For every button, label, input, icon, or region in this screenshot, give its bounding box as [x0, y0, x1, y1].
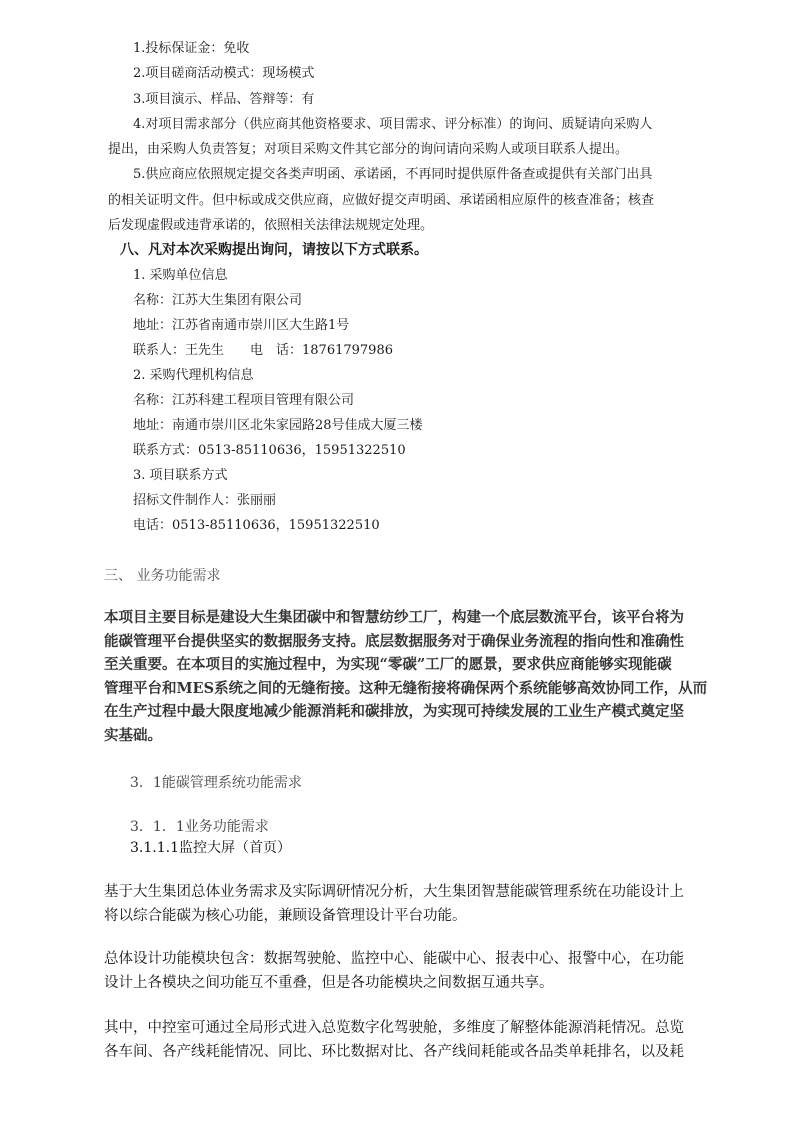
- paragraph-line: 基于大生集团总体业务需求及实际调研情况分析，大生集团智慧能碳管理系统在功能设计上: [104, 884, 684, 900]
- note-line-5-cont: 的相关证明文件。但中标或成交供应商，应做好提交声明函、承诺函相应原件的核查准备；核查: [108, 193, 655, 208]
- subsection-3-1-1-1: 3.1.1.1监控大屏（首页）: [130, 840, 291, 856]
- section3-intro: [104, 606, 708, 747]
- purchaser-name: 名称：江苏大生集团有限公司: [133, 293, 303, 308]
- intro-line: 本项目主要目标是建设大生集团碳中和智慧纺纱工厂，构建一个底层数流平台，该平台将为: [104, 609, 684, 626]
- paragraph-line: 设计上各模块之间功能互不重叠，但是各功能模块之间数据互通共享。: [104, 975, 554, 991]
- agency-address: 地址：南通市崇川区北朱家园路28号佳成大厦三楼: [133, 418, 423, 433]
- paragraph-line: 总体设计功能模块包含：数据驾驶舱、监控中心、能碳中心、报表中心、报警中心，在功能: [104, 951, 684, 967]
- project-title: 3. 项目联系方式: [133, 468, 228, 483]
- note-line-3: 3.项目演示、样品、答辩等：有: [133, 92, 315, 107]
- purchaser-title: 1. 采购单位信息: [133, 268, 228, 283]
- paragraph-line: 各车间、各产线耗能情况、同比、环比数据对比、各产线间耗能或各品类单耗排名，以及耗: [104, 1044, 684, 1060]
- paragraph-2: [104, 947, 694, 995]
- note-line-1: 1.投标保证金：免收: [133, 41, 250, 56]
- project-maker: 招标文件制作人：张丽丽: [133, 493, 277, 508]
- purchaser-contact: 联系人：王先生 电 话：18761797986: [133, 343, 393, 358]
- intro-line: 管理平台和MES系统之间的无缝衔接。这种无缝衔接将确保两个系统能够高效协同工作，从而: [104, 679, 708, 697]
- agency-contact: 联系方式：0513-85110636，15951322510: [133, 443, 406, 458]
- project-phone: 电话：0513-85110636，15951322510: [133, 518, 380, 533]
- purchaser-address: 地址：江苏省南通市崇川区大生路1号: [133, 318, 350, 333]
- agency-title: 2. 采购代理机构信息: [133, 368, 254, 383]
- subsection-3-1-1: 3．1．1业务功能需求: [130, 819, 269, 835]
- paragraph-1: [104, 880, 694, 928]
- section8-heading: 八、凡对本次采购提出询问，请按以下方式联系。: [120, 242, 428, 258]
- paragraph-3: [104, 1016, 694, 1064]
- agency-name: 名称：江苏科建工程项目管理有限公司: [133, 393, 355, 408]
- paragraph-line: 将以综合能碳为核心功能，兼顾设备管理设计平台功能。: [104, 908, 467, 924]
- subsection-3-1: 3．1能碳管理系统功能需求: [130, 775, 302, 791]
- note-line-4: 4.对项目需求部分（供应商其他资格要求、项目需求、评分标准）的询问、质疑请向采购人: [133, 117, 653, 132]
- section3-heading: 三、 业务功能需求: [104, 568, 221, 584]
- intro-line: 在生产过程中最大限度地减少能源消耗和碳排放，为实现可持续发展的工业生产模式奠定坚: [104, 703, 684, 720]
- intro-line: 实基础。: [104, 726, 162, 744]
- intro-line: 至关重要。在本项目的实施过程中，为实现“零碳”工厂的愿景，要求供应商能够实现能碳: [104, 656, 672, 673]
- note-line-5-cont2: 后发现虚假或违背承诺的，依照相关法律法规规定处理。: [108, 218, 434, 233]
- intro-line: 能碳管理平台提供坚实的数据服务支持。底层数据服务对于确保业务流程的指向性和准确性: [104, 632, 684, 650]
- paragraph-line: 其中，中控室可通过全局形式进入总览数字化驾驶舱，多维度了解整体能源消耗情况。总览: [104, 1020, 684, 1036]
- note-line-5: 5.供应商应依照规定提交各类声明函、承诺函，不再同时提供原件备查或提供有关部门出具: [133, 167, 653, 182]
- note-line-2: 2.项目磋商活动模式：现场模式: [133, 66, 315, 81]
- note-line-4-cont: 提出，由采购人负责答复；对项目采购文件其它部分的询问请向采购人或项目联系人提出。: [108, 142, 629, 157]
